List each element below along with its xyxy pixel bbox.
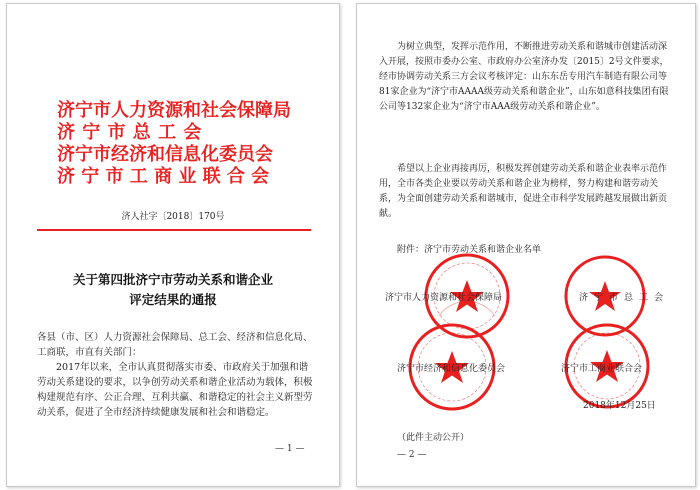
issuer-line-4: 济 宁 市 工 商 业 联 合 会: [57, 166, 270, 187]
paragraph-2: 希望以上企业再接再厉，积极发挥创建劳动关系和谐企业表率示范作用，全市各类企业要以劳动关系和谐企业为榜样，努力构建和谐劳动关系，为全面创建劳动关系和谐城市，促进全市科学发展跨越发展做出新贡献。: [379, 164, 668, 219]
paragraph-hope: [379, 162, 671, 222]
recipients-line: 各县（市、区）人力资源社会保障局、总工会、经济和信息化局、工商联，市直有关部门：: [37, 332, 313, 358]
paragraph-1: 为树立典型，发挥示范作用，不断推进劳动关系和谐城市创建活动深入开展，按照市委办公室、市政府办公室济办发〔2015〕2号文件要求，经市协调劳动关系三方会议考核评定：山东东岳专用汽车制造有限公司等81家企业为“济宁市AAAA级劳动关系和谐企业”，山东如意科技集团有限公司等132家企业为“济宁市AAA级劳动关系和谐企业”。: [379, 42, 669, 112]
issuer-line-1: 济宁市人力资源和社会保障局: [57, 100, 291, 121]
issue-date: 2018年12月25日: [583, 401, 656, 411]
document-title-line-2: 评定结果的通报: [129, 292, 217, 307]
red-divider-line: [37, 229, 311, 231]
document-number: 济人社字〔2018〕170号: [121, 212, 225, 222]
signer-trade-unions: 济宁市总工会: [579, 293, 670, 303]
public-disclosure-note: （此件主动公开）: [397, 433, 470, 443]
attachment-line: 附件：济宁市劳动关系和谐企业名单: [397, 245, 542, 255]
page-number: — 2 —: [397, 450, 427, 460]
document-page-1: [6, 3, 340, 487]
page-number: — 1 —: [275, 444, 305, 454]
signer-hrss-bureau: 济宁市人力资源和社会保障局: [385, 293, 503, 303]
document-body: [37, 330, 313, 420]
body-paragraph: 2017年以来，全市认真贯彻落实市委、市政府关于加强和谐劳动关系建设的要求，以争创劳动关系和谐企业活动为载体，积极构建规范有序、公正合理、互利共赢、和谐稳定的社会主义新型劳动关系，促进了全市经济持续健康发展和社会和谐稳定。: [37, 362, 313, 418]
signer-industry-commerce-federation: 济宁市工商业联合会: [561, 364, 643, 374]
document-page-2: [356, 3, 696, 487]
issuer-line-2: 济 宁 市 总 工 会: [57, 122, 202, 143]
issuer-line-3: 济宁市经济和信息化委员会: [57, 144, 273, 165]
document-title-line-1: 关于第四批济宁市劳动关系和谐企业: [72, 272, 273, 287]
signer-economy-info-commission: 济宁市经济和信息化委员会: [397, 364, 506, 374]
paragraph-awards: [379, 40, 671, 115]
